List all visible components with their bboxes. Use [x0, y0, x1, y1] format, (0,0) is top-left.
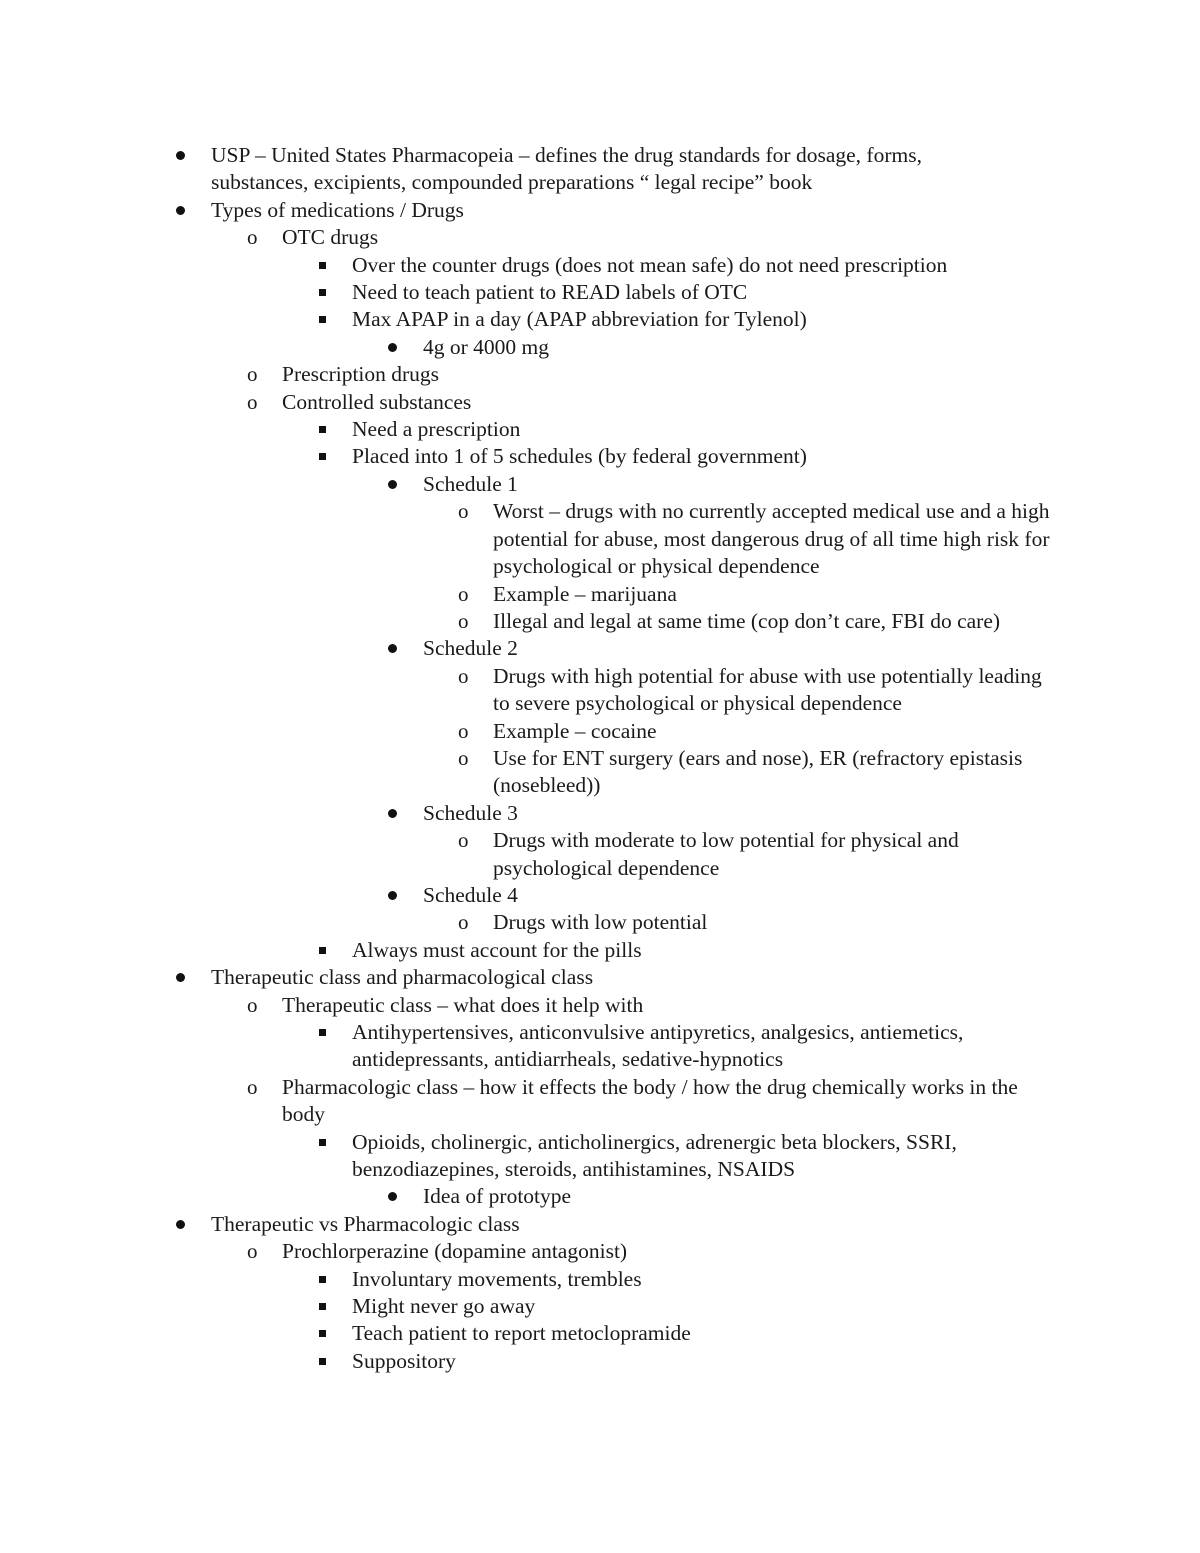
- outline-item-level-0: [0, 1211, 1200, 1238]
- outline-item-text: Controlled substances: [282, 389, 472, 414]
- outline-item-text: Max APAP in a day (APAP abbreviation for Tylenol): [352, 307, 807, 332]
- outline-item-level-4: [0, 909, 1200, 936]
- outline-item-text: Might never go away: [352, 1294, 536, 1319]
- outline-item-level-1: [0, 389, 1200, 416]
- outline-item-text: Schedule 4: [423, 882, 518, 907]
- outline-item-level-2: [0, 1129, 1200, 1184]
- outline-item-text: OTC drugs: [282, 225, 379, 250]
- circle-bullet-icon: o: [247, 362, 258, 387]
- outline-item-text: Opioids, cholinergic, anticholinergics, adrenergic beta blockers, SSRI, benzodiazepines, steroids, antihistamines, NSAIDS: [352, 1129, 957, 1182]
- circle-bullet-icon: o: [458, 581, 469, 606]
- outline-item-level-3: [0, 800, 1200, 827]
- outline-item-text: Need a prescription: [352, 417, 521, 442]
- outline-item-level-2: [0, 1320, 1200, 1347]
- outline-item-text: Involuntary movements, trembles: [352, 1266, 642, 1291]
- outline-item-level-3: [0, 471, 1200, 498]
- outline-item-text: USP – United States Pharmacopeia – defines the drug standards for dosage, forms, substances, excipients, compounded preparations “ legal recipe” book: [211, 143, 922, 195]
- outline-item-text: Prochlorperazine (dopamine antagonist): [282, 1239, 628, 1264]
- outline-item-level-1: [0, 361, 1200, 388]
- outline-item-level-0: [0, 197, 1200, 224]
- outline-item-text: Placed into 1 of 5 schedules (by federal government): [352, 444, 807, 469]
- circle-bullet-icon: o: [458, 828, 469, 853]
- outline-item-text: Need to teach patient to READ labels of OTC: [352, 280, 748, 305]
- outline-item-level-2: [0, 416, 1200, 443]
- circle-bullet-icon: o: [247, 389, 258, 414]
- outline-item-level-2: [0, 937, 1200, 964]
- outline-item-level-0: [0, 964, 1200, 991]
- outline-item-level-4: [0, 498, 1200, 580]
- outline-item-text: Teach patient to report metoclopramide: [352, 1321, 691, 1346]
- outline-item-level-2: [0, 1348, 1200, 1375]
- outline-item-level-1: [0, 1238, 1200, 1265]
- outline-item-text: 4g or 4000 mg: [423, 334, 550, 359]
- outline-item-text: Idea of prototype: [423, 1184, 572, 1209]
- outline-item-level-4: [0, 827, 1200, 882]
- outline-item-level-4: [0, 663, 1200, 718]
- outline-item-level-3: [0, 635, 1200, 662]
- outline-item-text: Suppository: [352, 1348, 456, 1373]
- circle-bullet-icon: o: [458, 718, 469, 743]
- outline-item-level-3: [0, 1183, 1200, 1210]
- outline-item-level-1: [0, 1074, 1200, 1129]
- outline-item-level-4: [0, 745, 1200, 800]
- outline-item-level-2: [0, 1293, 1200, 1320]
- circle-bullet-icon: o: [458, 745, 469, 770]
- outline-item-text: Pharmacologic class – how it effects the body / how the drug chemically works in the body: [282, 1074, 1018, 1127]
- outline-item-level-4: [0, 581, 1200, 608]
- document-body: [0, 142, 1200, 1375]
- circle-bullet-icon: o: [247, 1074, 258, 1099]
- outline-item-text: Always must account for the pills: [352, 937, 642, 962]
- outline-item-text: Over the counter drugs (does not mean safe) do not need prescription: [352, 252, 948, 277]
- outline-item-level-2: [0, 279, 1200, 306]
- outline-item-text: Example – cocaine: [493, 718, 657, 743]
- outline-item-text: Antihypertensives, anticonvulsive antipyretics, analgesics, antiemetics, antidepressants, antidiarrheals, sedative-hypnotics: [352, 1020, 964, 1072]
- outline-item-level-2: [0, 252, 1200, 279]
- outline-item-text: Drugs with low potential: [493, 910, 708, 935]
- outline-item-text: Illegal and legal at same time (cop don’t care, FBI do care): [493, 608, 1001, 633]
- outline-item-level-2: [0, 306, 1200, 333]
- outline-item-level-4: [0, 608, 1200, 635]
- outline-item-level-1: [0, 992, 1200, 1019]
- circle-bullet-icon: o: [458, 910, 469, 935]
- outline-item-level-1: [0, 224, 1200, 251]
- circle-bullet-icon: o: [247, 1239, 258, 1264]
- outline-item-text: Therapeutic class and pharmacological class: [211, 965, 594, 990]
- outline-item-text: Drugs with moderate to low potential for physical and psychological dependence: [493, 828, 959, 880]
- outline-item-level-2: [0, 443, 1200, 470]
- outline-item-text: Worst – drugs with no currently accepted medical use and a high potential for abuse, most dangerous drug of all time high risk for psychological or physical dependence: [493, 499, 1050, 579]
- outline-item-level-4: [0, 718, 1200, 745]
- circle-bullet-icon: o: [247, 225, 258, 250]
- outline-item-text: Therapeutic vs Pharmacologic class: [211, 1211, 520, 1236]
- outline-item-text: Schedule 1: [423, 471, 518, 496]
- outline-item-level-3: [0, 882, 1200, 909]
- outline-item-text: Therapeutic class – what does it help with: [282, 992, 644, 1017]
- outline-item-text: Types of medications / Drugs: [211, 197, 464, 222]
- circle-bullet-icon: o: [458, 663, 469, 688]
- outline-item-level-3: [0, 334, 1200, 361]
- outline-item-text: Prescription drugs: [282, 362, 440, 387]
- outline-item-text: Example – marijuana: [493, 581, 677, 606]
- circle-bullet-icon: o: [458, 608, 469, 633]
- outline-item-level-2: [0, 1019, 1200, 1074]
- circle-bullet-icon: o: [247, 992, 258, 1017]
- outline-item-level-2: [0, 1266, 1200, 1293]
- circle-bullet-icon: o: [458, 499, 469, 524]
- outline-item-text: Schedule 2: [423, 636, 518, 661]
- outline-item-text: Schedule 3: [423, 800, 518, 825]
- outline-item-text: Drugs with high potential for abuse with use potentially leading to severe psychological or physical dependence: [493, 663, 1042, 716]
- outline-item-level-0: [0, 142, 1200, 197]
- outline-item-text: Use for ENT surgery (ears and nose), ER (refractory epistasis (nosebleed)): [493, 745, 1023, 798]
